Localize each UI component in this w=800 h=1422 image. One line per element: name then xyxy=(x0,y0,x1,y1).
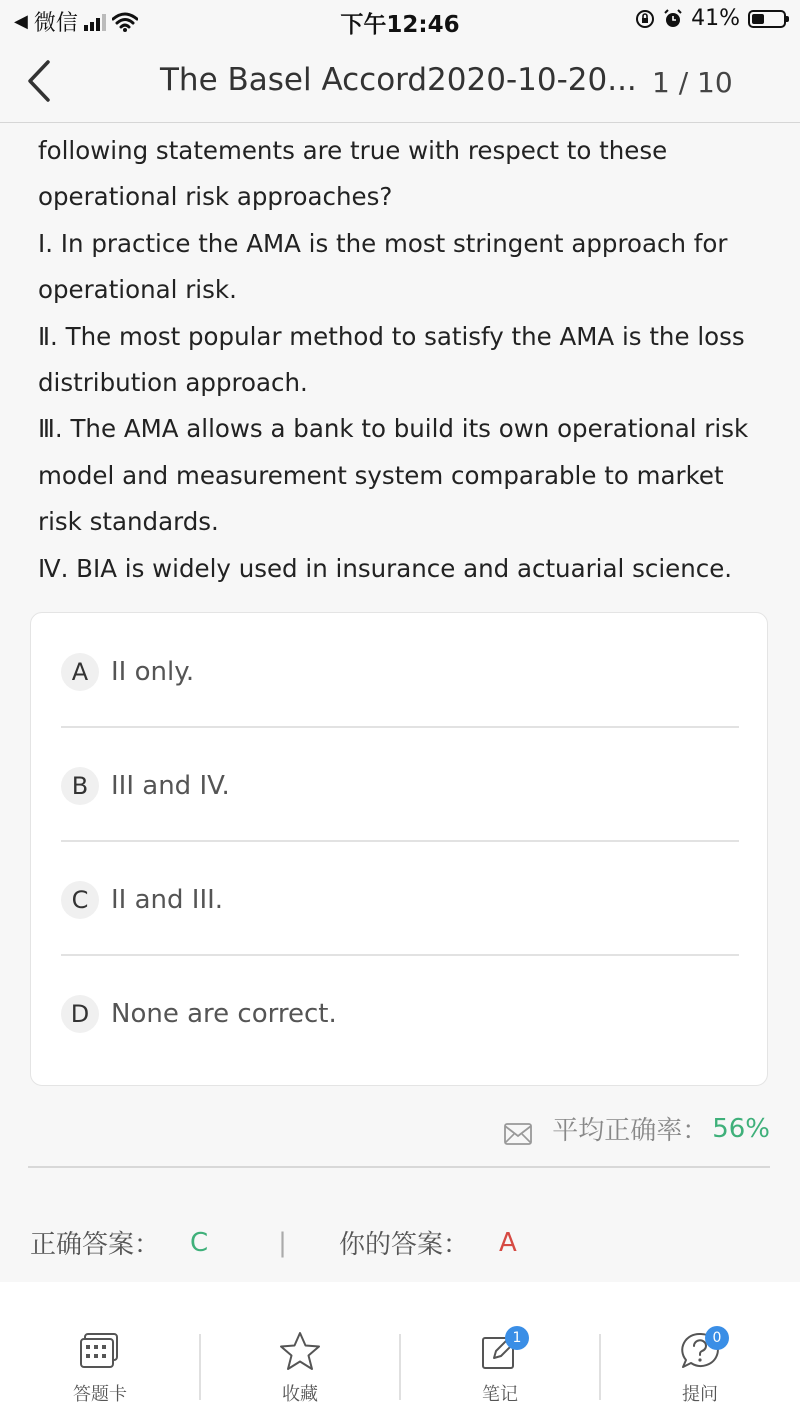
battery-icon xyxy=(748,10,786,28)
correct-answer-value: C xyxy=(190,1227,209,1258)
ask-count-badge: 0 xyxy=(705,1326,729,1350)
question-text xyxy=(38,128,768,592)
question-line: following statements are true with respect to these operational risk approaches? xyxy=(38,136,668,212)
option-c[interactable] xyxy=(61,843,739,957)
tab-label: 收藏 xyxy=(282,1384,318,1405)
accuracy-label: 平均正确率： xyxy=(552,1116,709,1146)
statement-2: Ⅱ. The most popular method to satisfy the AMA is the loss distribution approach. xyxy=(38,321,745,398)
status-bar xyxy=(0,0,800,40)
tab-label: 答题卡 xyxy=(73,1384,127,1405)
option-key: C xyxy=(61,881,99,919)
answer-card-icon xyxy=(78,1330,122,1374)
your-answer-value: A xyxy=(498,1227,517,1258)
options-card xyxy=(30,612,768,1086)
question-progress: 1 / 10 xyxy=(652,66,733,99)
option-key: B xyxy=(61,767,99,805)
answers-row xyxy=(30,1224,517,1261)
accuracy-row xyxy=(0,1090,800,1168)
section-divider xyxy=(28,1166,770,1168)
back-triangle-icon[interactable]: ◀ xyxy=(14,11,28,32)
option-text: II and III. xyxy=(111,885,224,915)
alarm-icon xyxy=(663,9,683,29)
status-time: 下午12:46 xyxy=(340,12,460,38)
statement-3: Ⅲ. The AMA allows a bank to build its own operational risk model and measurement system comparable to market risk standards. xyxy=(38,414,749,537)
tab-ask[interactable] xyxy=(600,1282,800,1422)
tab-answer-card[interactable] xyxy=(0,1282,200,1422)
option-text: None are correct. xyxy=(111,999,337,1029)
statement-1: Ⅰ. In practice the AMA is the most stringent approach for operational risk. xyxy=(38,228,728,305)
accuracy-value: 56% xyxy=(712,1113,770,1144)
option-d[interactable] xyxy=(61,957,739,1071)
tab-label: 提问 xyxy=(682,1384,718,1405)
option-key: D xyxy=(61,995,99,1033)
tab-favorite[interactable] xyxy=(200,1282,400,1422)
battery-fill xyxy=(752,14,764,24)
option-divider xyxy=(61,954,739,956)
option-divider xyxy=(61,840,739,842)
your-answer-label: 你的答案： xyxy=(338,1230,469,1260)
tab-notes[interactable] xyxy=(400,1282,600,1422)
navigation-bar xyxy=(0,40,800,123)
page-title: The Basel Accord2020-10-20... xyxy=(160,62,637,98)
status-right xyxy=(635,6,786,31)
star-icon xyxy=(278,1330,322,1374)
option-key: A xyxy=(61,653,99,691)
back-app-label[interactable]: 微信 xyxy=(33,11,78,36)
battery-percent: 41% xyxy=(691,6,740,31)
option-text: III and IV. xyxy=(111,771,230,801)
tab-label: 笔记 xyxy=(482,1384,518,1405)
statement-4: Ⅳ. BIA is widely used in insurance and actuarial science. xyxy=(38,553,733,583)
option-divider xyxy=(61,726,739,728)
notes-count-badge: 1 xyxy=(505,1326,529,1350)
mail-icon[interactable] xyxy=(504,1123,532,1145)
rotation-lock-icon xyxy=(635,9,655,29)
answer-separator: | xyxy=(278,1227,287,1258)
back-chevron-icon[interactable] xyxy=(22,54,62,108)
correct-answer-label: 正确答案： xyxy=(30,1230,161,1260)
option-text: II only. xyxy=(111,657,195,687)
option-a[interactable] xyxy=(61,615,739,729)
bottom-tab-bar xyxy=(0,1282,800,1422)
option-b[interactable] xyxy=(61,729,739,843)
